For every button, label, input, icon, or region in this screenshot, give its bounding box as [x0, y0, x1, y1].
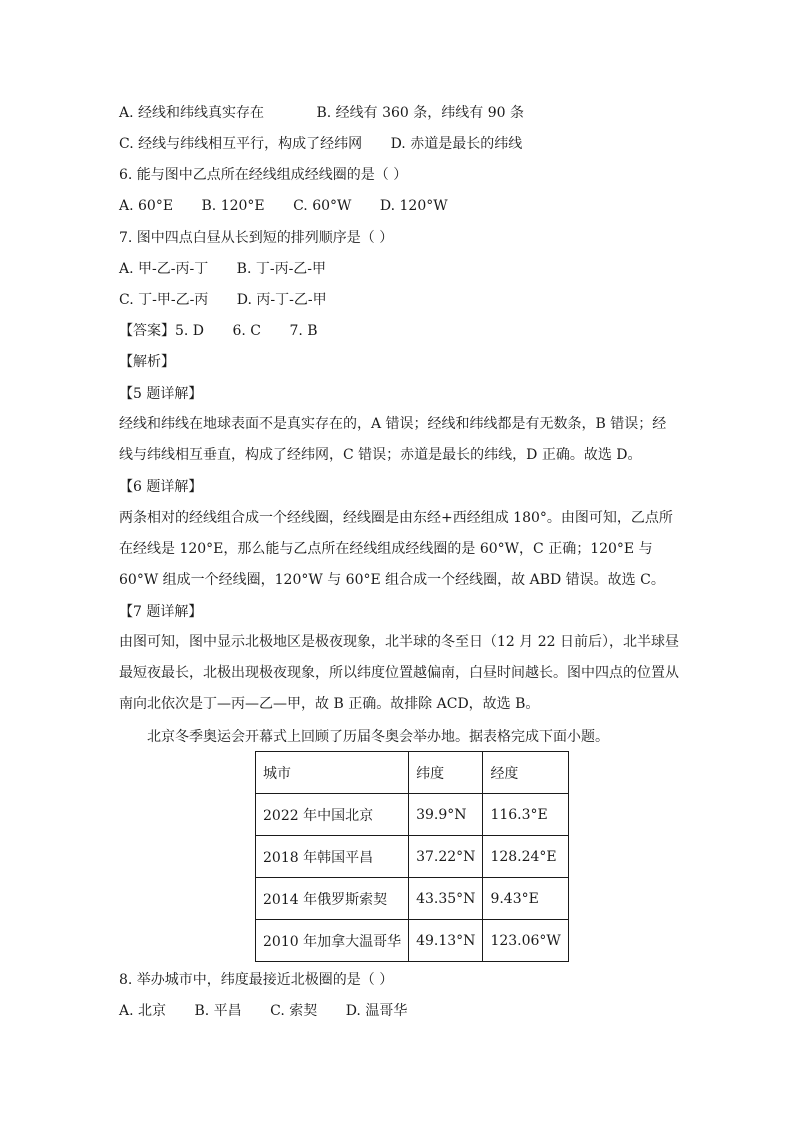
q8-option-d: D. 温哥华	[345, 1003, 408, 1019]
detail-5-text: 经线和纬线在地球表面不是真实存在的，A 错误；经线和纬线都是有无数条，B 错误；经线与纬线相互垂直，构成了经纬网，C 错误；赤道是最长的纬线，D 正确。故选 D。	[119, 416, 667, 463]
answer-line	[119, 321, 318, 341]
cell-city: 2014 年俄罗斯索契	[256, 878, 409, 920]
q5-option-b: B. 经线有 360 条，纬线有 90 条	[316, 105, 524, 121]
answer-7: 7. B	[289, 323, 318, 339]
q8-stem: 8. 举办城市中，纬度最接近北极圈的是（ ）	[119, 972, 394, 988]
table-row	[256, 794, 569, 836]
analysis-label: 【解析】	[119, 354, 175, 370]
cell-longitude: 128.24°E	[483, 836, 568, 878]
q5-options-row1	[119, 103, 524, 123]
q6-option-c: C. 60°W	[293, 198, 352, 214]
detail-6-text: 两条相对的经线组合成一个经线圈，经线圈是由东经+西经组成 180°。由图可知，乙点所在经线是 120°E，那么能与乙点所在经线组成经线圈的是 60°W，C 正确；120°E 与 60°W 组成一个经线圈，120°W 与 60°E 组合成一个经线圈，故 ABD 错误。故选 C。	[119, 510, 673, 588]
table-row	[256, 836, 569, 878]
answer-6: 6. C	[232, 323, 262, 339]
cell-city: 2018 年韩国平昌	[256, 836, 409, 878]
detail-7-heading: 【7 题详解】	[119, 604, 203, 620]
q7-option-b: B. 丁-丙-乙-甲	[236, 261, 327, 277]
olympics-table	[255, 751, 569, 962]
q6-option-b: B. 120°E	[201, 198, 265, 214]
q6-option-d: D. 120°W	[379, 198, 448, 214]
cell-latitude: 37.22°N	[409, 836, 483, 878]
detail-5-heading: 【5 题详解】	[119, 386, 203, 402]
q7-option-c: C. 丁-甲-乙-丙	[119, 292, 209, 308]
q7-option-a: A. 甲-乙-丙-丁	[119, 261, 209, 277]
table-row	[256, 878, 569, 920]
cell-city: 2010 年加拿大温哥华	[256, 920, 409, 962]
q7-options-row2	[119, 290, 327, 310]
header-latitude: 纬度	[409, 752, 483, 794]
header-longitude: 经度	[483, 752, 568, 794]
q6-option-a: A. 60°E	[119, 198, 174, 214]
answer-5: 5. D	[175, 323, 205, 339]
cell-longitude: 9.43°E	[483, 878, 568, 920]
table-intro: 北京冬季奥运会开幕式上回顾了历届冬奥会举办地。据表格完成下面小题。	[147, 729, 609, 745]
q8-option-c: C. 索契	[270, 1003, 318, 1019]
q6-options	[119, 196, 448, 216]
table-row	[256, 920, 569, 962]
cell-longitude: 116.3°E	[483, 794, 568, 836]
cell-city: 2022 年中国北京	[256, 794, 409, 836]
q7-options-row1	[119, 259, 326, 279]
detail-7-text: 由图可知，图中显示北极地区是极夜现象，北半球的冬至日（12 月 22 日前后），北半球昼最短夜最长，北极出现极夜现象，所以纬度位置越偏南，白昼时间越长。图中四点的位置从南向北依次是丁—丙—乙—甲，故 B 正确。故排除 ACD，故选 B。	[119, 634, 679, 712]
q8-option-b: B. 平昌	[194, 1003, 242, 1019]
q7-stem: 7. 图中四点白昼从长到短的排列顺序是（ ）	[119, 230, 394, 246]
cell-longitude: 123.06°W	[483, 920, 568, 962]
table-header-row	[256, 752, 569, 794]
q8-options	[119, 1001, 407, 1021]
cell-latitude: 43.35°N	[409, 878, 483, 920]
q8-option-a: A. 北京	[119, 1003, 167, 1019]
cell-latitude: 39.9°N	[409, 794, 483, 836]
q5-option-a: A. 经线和纬线真实存在	[119, 105, 265, 121]
cell-latitude: 49.13°N	[409, 920, 483, 962]
detail-6-heading: 【6 题详解】	[119, 479, 203, 495]
q5-options-row2	[119, 134, 522, 154]
q5-option-c: C. 经线与纬线相互平行，构成了经纬网	[119, 136, 363, 152]
q6-stem: 6. 能与图中乙点所在经线组成经线圈的是（ ）	[119, 167, 408, 183]
header-city: 城市	[256, 752, 409, 794]
q7-option-d: D. 丙-丁-乙-甲	[236, 292, 327, 308]
answer-label: 【答案】	[119, 323, 175, 339]
q5-option-d: D. 赤道是最长的纬线	[390, 136, 523, 152]
